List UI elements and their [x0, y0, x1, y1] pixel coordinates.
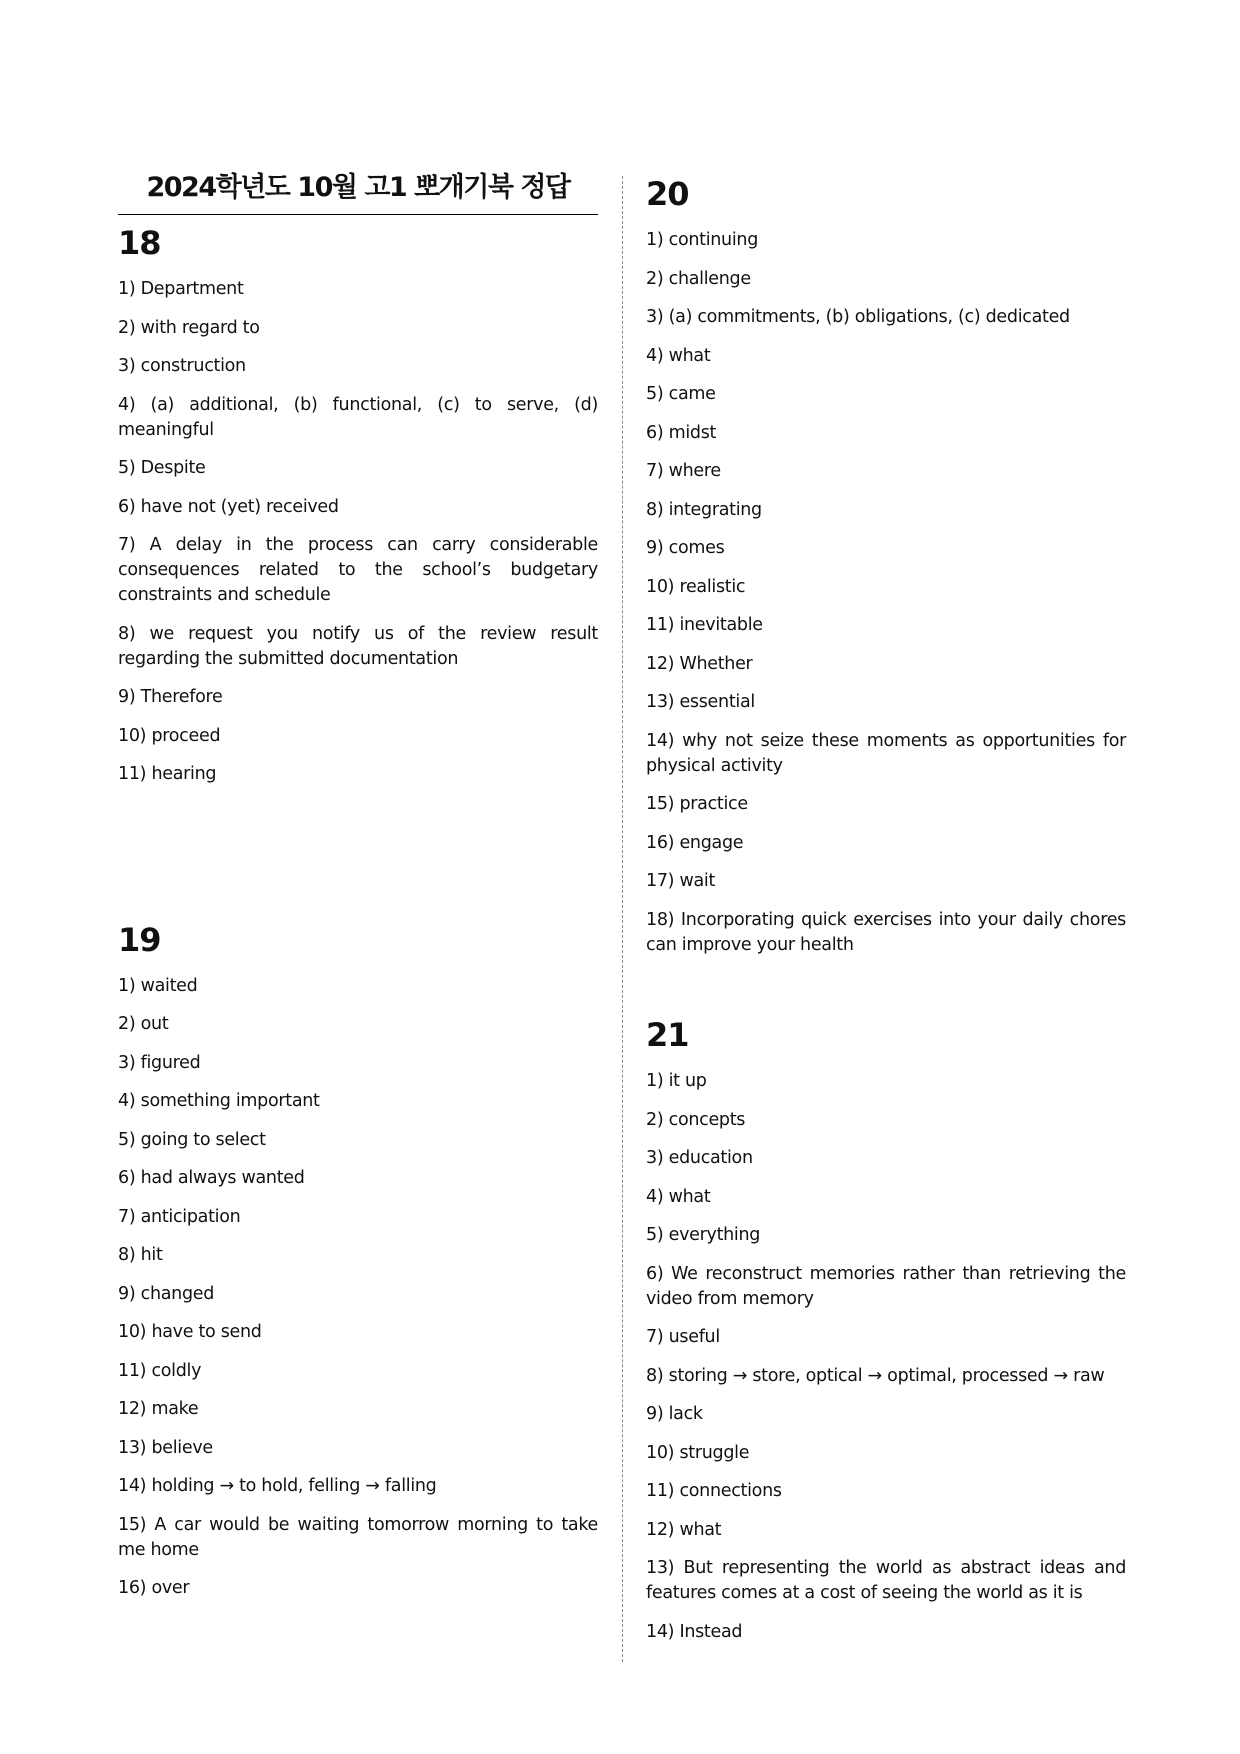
answer-item: 11) inevitable — [646, 615, 763, 635]
answer-item: 14) why not seize these moments as opportunities for physical activity — [646, 730, 1126, 776]
answer-item: 8) integrating — [646, 499, 762, 520]
answer-list-21 — [646, 1069, 1126, 1645]
answer-item: 1) continuing — [646, 230, 759, 250]
answer-item: 6) had always wanted — [118, 1168, 305, 1188]
answer-item: 2) out — [118, 1014, 169, 1034]
answer-item: 16) over — [118, 1578, 190, 1598]
answer-item: 5) everything — [646, 1225, 761, 1245]
answer-list-19 — [118, 974, 598, 1602]
answer-item: 13) believe — [118, 1437, 213, 1458]
answer-item: 16) engage — [646, 832, 744, 853]
answer-item: 5) came — [646, 384, 716, 404]
answer-item: 11) coldly — [118, 1360, 202, 1381]
answer-item: 3) construction — [118, 356, 246, 376]
answer-item: 11) connections — [646, 1481, 782, 1501]
section-number-19: 19 — [118, 920, 161, 959]
answer-item: 10) proceed — [118, 725, 221, 746]
answer-item: 14) Instead — [646, 1621, 743, 1642]
answer-item: 12) Whether — [646, 653, 753, 674]
answer-item: 1) it up — [646, 1071, 707, 1091]
column-divider — [622, 176, 623, 1662]
answer-item: 5) Despite — [118, 458, 206, 478]
answer-item: 2) concepts — [646, 1109, 746, 1130]
answer-item: 14) holding → to hold, felling → falling — [118, 1476, 437, 1496]
answer-item: 6) have not (yet) received — [118, 496, 339, 517]
section-number-20: 20 — [646, 175, 689, 213]
answer-item: 6) midst — [646, 422, 717, 443]
answer-item: 4) something important — [118, 1091, 320, 1111]
answer-item: 4) what — [646, 1186, 711, 1207]
answer-item: 12) what — [646, 1519, 722, 1540]
answer-item: 9) lack — [646, 1404, 703, 1424]
left-column — [118, 170, 598, 1615]
answer-item: 4) what — [646, 345, 711, 366]
section-number-21: 21 — [646, 1016, 689, 1054]
answer-item: 7) useful — [646, 1327, 720, 1347]
answer-item: 4) (a) additional, (b) functional, (c) to serve, (d) meaningful — [118, 394, 598, 440]
answer-item: 11) hearing — [118, 764, 217, 784]
answer-item: 10) realistic — [646, 576, 746, 597]
page-title: 2024학년도 10월 고1 뽀개기북 정답 — [118, 170, 598, 215]
answer-item: 7) where — [646, 461, 721, 481]
answer-item: 2) with regard to — [118, 317, 260, 338]
answer-item: 13) But representing the world as abstract ideas and features comes at a cost of seeing the world as it is — [646, 1558, 1126, 1603]
answer-item: 7) A delay in the process can carry considerable consequences related to the school’s budgetary constraints and schedule — [118, 535, 598, 605]
answer-item: 3) figured — [118, 1052, 201, 1073]
answer-item: 2) challenge — [646, 268, 751, 289]
answer-item: 3) (a) commitments, (b) obligations, (c) dedicated — [646, 307, 1070, 327]
answer-list-20 — [646, 228, 1126, 958]
answer-item: 8) hit — [118, 1245, 163, 1265]
answer-item: 7) anticipation — [118, 1206, 241, 1227]
answer-item: 10) have to send — [118, 1322, 262, 1342]
answer-item: 9) comes — [646, 538, 725, 558]
answer-item: 8) we request you notify us of the review result regarding the submitted documentation — [118, 623, 598, 669]
section-number-18: 18 — [118, 224, 161, 262]
answer-item: 10) struggle — [646, 1442, 750, 1463]
answer-item: 15) practice — [646, 794, 748, 814]
answer-item: 5) going to select — [118, 1129, 266, 1150]
answer-item: 9) Therefore — [118, 687, 223, 707]
answer-item: 18) Incorporating quick exercises into your daily chores can improve your health — [646, 909, 1126, 955]
answer-list-18 — [118, 277, 598, 787]
right-column — [646, 170, 1126, 1658]
answer-item: 1) waited — [118, 975, 198, 996]
answer-item: 15) A car would be waiting tomorrow morning to take me home — [118, 1514, 598, 1560]
answer-item: 8) storing → store, optical → optimal, processed → raw — [646, 1365, 1105, 1386]
answer-item: 1) Department — [118, 279, 244, 299]
answer-item: 3) education — [646, 1148, 753, 1168]
answer-item: 6) We reconstruct memories rather than retrieving the video from memory — [646, 1263, 1126, 1309]
answer-item: 17) wait — [646, 871, 716, 891]
answer-item: 9) changed — [118, 1283, 215, 1304]
answer-item: 12) make — [118, 1399, 199, 1419]
answer-item: 13) essential — [646, 692, 755, 712]
